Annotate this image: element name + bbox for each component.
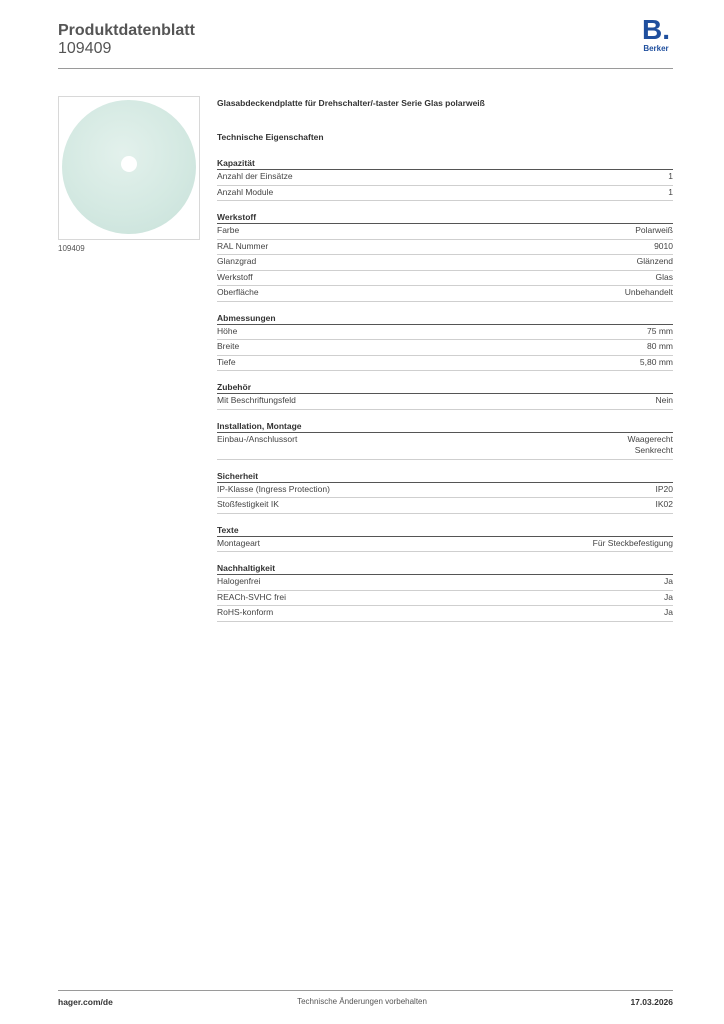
spec-value: Waagerecht Senkrecht — [627, 433, 673, 455]
spec-label: Montageart — [217, 537, 260, 548]
spec-value: 1 — [668, 171, 673, 181]
spec-content — [217, 96, 673, 622]
tech-properties-heading: Technische Eigenschaften — [217, 132, 324, 142]
header-divider — [58, 68, 673, 69]
spec-row — [217, 325, 673, 341]
spec-row — [217, 606, 673, 622]
spec-label: Breite — [217, 341, 240, 351]
spec-label: RAL Nummer — [217, 240, 269, 251]
spec-row — [217, 340, 673, 356]
spec-value: Ja — [664, 591, 673, 602]
spec-row — [217, 186, 673, 202]
document-title: Produktdatenblatt — [58, 22, 195, 39]
page-header — [58, 14, 673, 66]
spec-section — [217, 380, 673, 410]
spec-label: Farbe — [217, 225, 240, 235]
spec-value: 75 mm — [647, 325, 673, 336]
spec-row — [217, 537, 673, 553]
spec-section — [217, 311, 673, 372]
spec-section — [217, 523, 673, 553]
spec-label: Tiefe — [217, 356, 236, 367]
section-title: Zubehör — [217, 380, 673, 394]
spec-value: Glas — [655, 271, 673, 282]
spec-value: 9010 — [654, 240, 673, 251]
spec-section — [217, 419, 673, 460]
spec-row — [217, 240, 673, 256]
spec-value: Ja — [664, 576, 673, 586]
spec-value: Ja — [664, 607, 673, 617]
berker-logo — [639, 16, 673, 54]
spec-label: REACh-SVHC frei — [217, 591, 286, 602]
spec-section — [217, 561, 673, 622]
spec-sections — [217, 156, 673, 622]
section-title: Abmessungen — [217, 311, 673, 325]
product-image — [58, 96, 200, 240]
footer-date: 17.03.2026 — [630, 997, 673, 1007]
spec-row — [217, 498, 673, 514]
spec-row — [217, 575, 673, 591]
section-title: Texte — [217, 523, 673, 537]
image-caption: 109409 — [58, 244, 85, 253]
spec-value: IK02 — [655, 499, 673, 509]
spec-label: Mit Beschriftungsfeld — [217, 395, 296, 405]
footer-notice: Technische Änderungen vorbehalten — [297, 997, 427, 1006]
section-title: Werkstoff — [217, 210, 673, 224]
spec-label: Werkstoff — [217, 271, 253, 282]
spec-row — [217, 483, 673, 499]
spec-value: Glänzend — [636, 256, 673, 266]
spec-value: Für Steckbefestigung — [592, 537, 673, 548]
spec-label: RoHS-konform — [217, 607, 274, 617]
product-description: Glasabdeckendplatte für Drehschalter/-taster Serie Glas polarweiß — [217, 98, 485, 108]
spec-label: Stoßfestigkeit IK — [217, 499, 279, 509]
spec-value: 80 mm — [647, 341, 673, 351]
spec-row — [217, 224, 673, 240]
spec-row — [217, 394, 673, 410]
spec-row — [217, 255, 673, 271]
spec-row — [217, 286, 673, 302]
spec-value: Polarweiß — [635, 225, 673, 235]
spec-value: 1 — [668, 186, 673, 197]
spec-label: Höhe — [217, 325, 238, 336]
spec-row — [217, 356, 673, 372]
spec-label: Halogenfrei — [217, 576, 261, 586]
logo-letter: B. — [642, 14, 670, 45]
section-title: Kapazität — [217, 156, 673, 170]
spec-label: Oberfläche — [217, 287, 259, 297]
spec-row — [217, 170, 673, 186]
plate-center-hole — [121, 156, 137, 172]
spec-value: 5,80 mm — [639, 356, 673, 367]
section-title: Nachhaltigkeit — [217, 561, 673, 575]
spec-label: Glanzgrad — [217, 256, 257, 266]
footer-website: hager.com/de — [58, 997, 113, 1007]
spec-value: Nein — [655, 395, 673, 405]
spec-value: IP20 — [655, 483, 673, 494]
product-number: 109409 — [58, 40, 112, 57]
spec-label: Anzahl der Einsätze — [217, 171, 293, 181]
logo-wordmark: Berker — [643, 44, 669, 53]
spec-value: Unbehandelt — [624, 287, 673, 297]
spec-row — [217, 433, 673, 460]
spec-section — [217, 210, 673, 302]
spec-row — [217, 591, 673, 607]
section-title: Sicherheit — [217, 469, 673, 483]
spec-row — [217, 271, 673, 287]
footer-divider — [58, 990, 673, 991]
spec-section — [217, 156, 673, 201]
spec-section — [217, 469, 673, 514]
spec-label: IP-Klasse (Ingress Protection) — [217, 483, 330, 494]
spec-label: Anzahl Module — [217, 186, 274, 197]
spec-label: Einbau-/Anschlussort — [217, 433, 298, 444]
section-title: Installation, Montage — [217, 419, 673, 433]
glass-plate-illustration — [62, 100, 196, 234]
